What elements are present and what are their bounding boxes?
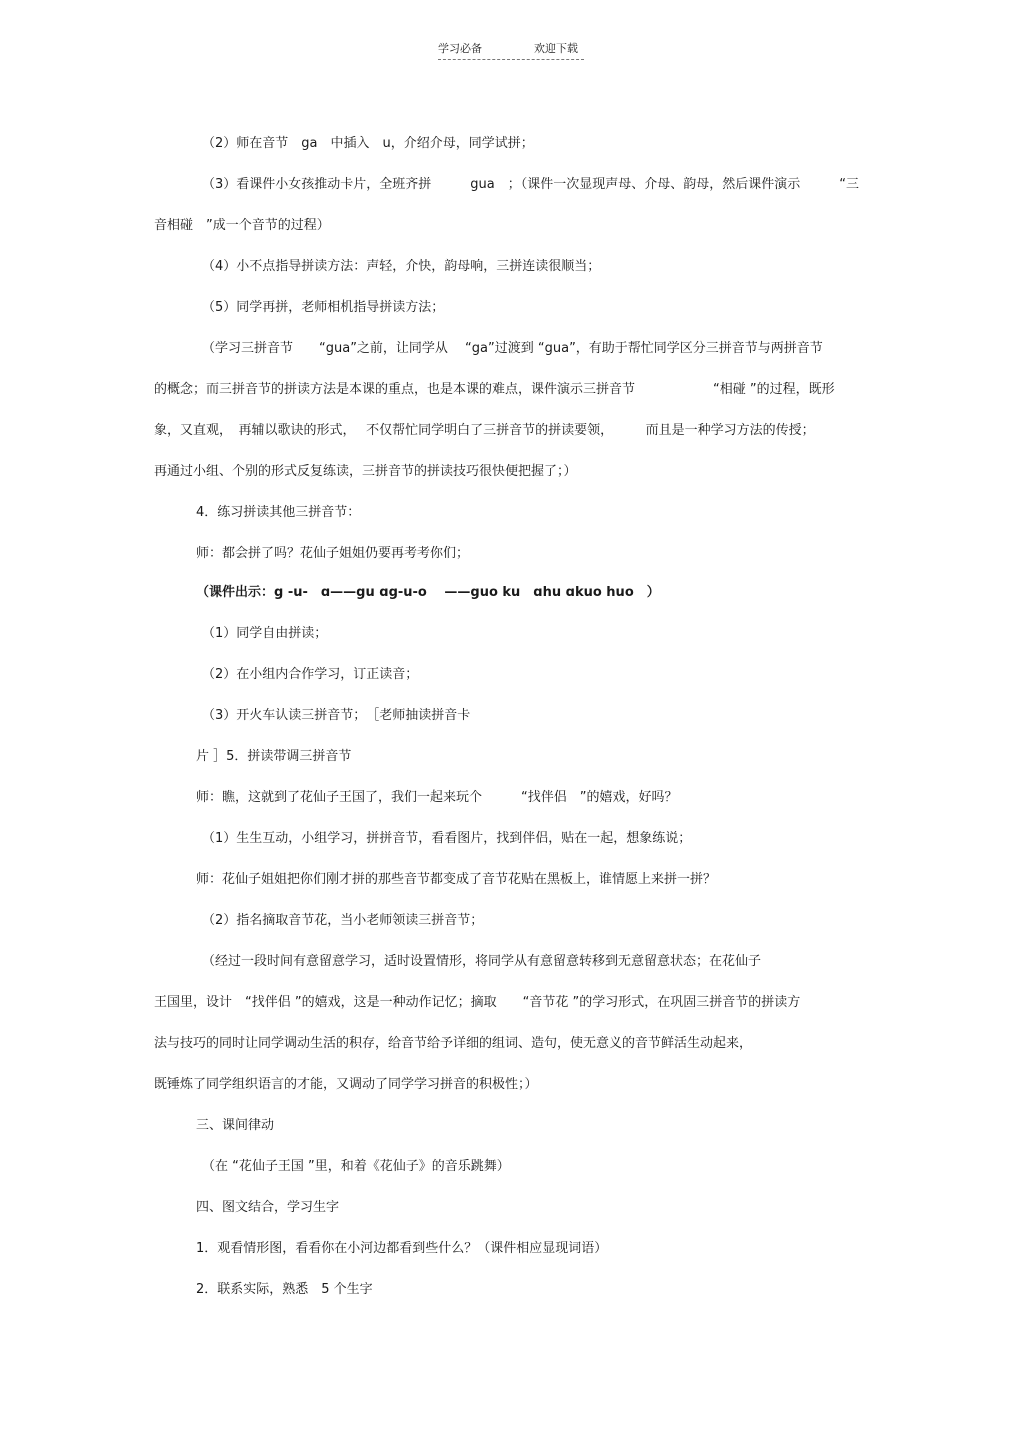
- paragraph-line: 师：都会拼了吗？花仙子姐姐仍要再考考你们；: [196, 546, 470, 561]
- paragraph-line: （学习三拼音节 “gua”之前，让同学从 “ga”过渡到 “gua”，有助于帮忙同学区分三拼音节与两拼音节: [202, 341, 823, 356]
- paragraph-line: （2）在小组内合作学习，订正读音；: [202, 667, 419, 682]
- paragraph-line: 1．观看情形图，看看你在小河边都看到些什么？（课件相应显现词语）: [196, 1241, 608, 1256]
- paragraph-line: （5）同学再拼，老师相机指导拼读方法；: [202, 300, 445, 315]
- header-rule: [438, 59, 584, 60]
- paragraph-line: （课件出示：g -u- ɑ——gu ɑg-u-o ——guo ku ɑhu ɑkuo huo ）: [196, 585, 660, 600]
- paragraph-line: 的概念；而三拼音节的拼读方法是本课的重点，也是本课的难点，课件演示三拼音节 “相碰 ”的过程，既形: [154, 382, 835, 397]
- paragraph-line: （2）指名摘取音节花，当小老师领读三拼音节；: [202, 913, 484, 928]
- paragraph-line: 4．练习拼读其他三拼音节：: [196, 505, 361, 520]
- paragraph-line: 片 ］5．拼读带调三拼音节: [196, 749, 352, 764]
- paragraph-line: 师：瞧，这就到了花仙子王国了，我们一起来玩个 “找伴侣 ”的嬉戏，好吗？: [196, 790, 678, 805]
- paragraph-line: 2．联系实际，熟悉 5 个生字: [196, 1282, 373, 1297]
- paragraph-line: 师：花仙子姐姐把你们刚才拼的那些音节都变成了音节花贴在黑板上，谁情愿上来拼一拼？: [196, 872, 717, 887]
- paragraph-line: （2）师在音节 ga 中插入 u，介绍介母，同学试拼；: [202, 136, 534, 151]
- paragraph-line: 王国里，设计 “找伴侣 ”的嬉戏，这是一种动作记忆；摘取 “音节花 ”的学习形式，在巩固三拼音节的拼读方: [154, 995, 801, 1010]
- section-heading: 四、图文结合，学习生字: [196, 1200, 340, 1215]
- paragraph-line: 再通过小组、个别的形式反复练读，三拼音节的拼读技巧很快便把握了；）: [154, 464, 577, 479]
- paragraph-line: 音相碰 ”成一个音节的过程）: [154, 218, 330, 233]
- header-left-text: 学习必备: [438, 42, 482, 55]
- paragraph-line: （3）开火车认读三拼音节； ［老师抽读拼音卡: [202, 708, 471, 723]
- paragraph-line: （经过一段时间有意留意学习，适时设置情形，将同学从有意留意转移到无意留意状态；在花仙子: [202, 954, 762, 969]
- paragraph-line: 既锤炼了同学组织语言的才能，又调动了同学学习拼音的积极性；）: [154, 1077, 538, 1092]
- paragraph-line: （4）小不点指导拼读方法：声轻，介快，韵母响，三拼连读很顺当；: [202, 259, 601, 274]
- paragraph-line: 法与技巧的同时让同学调动生活的积存，给音节给予详细的组词、造句，使无意义的音节鲜活生动起来，: [154, 1036, 753, 1051]
- paragraph-line: 象，又直观， 再辅以歌诀的形式， 不仅帮忙同学明白了三拼音节的拼读要领， 而且是一种学习方法的传授；: [154, 423, 815, 438]
- header-right-text: 欢迎下载: [534, 42, 578, 55]
- paragraph-line: （1）生生互动，小组学习，拼拼音节，看看图片，找到伴侣，贴在一起，想象练说；: [202, 831, 692, 846]
- paragraph-line: （在 “花仙子王国 ”里，和着《花仙子》的音乐跳舞）: [202, 1159, 510, 1174]
- section-heading: 三、课间律动: [196, 1118, 275, 1133]
- paragraph-line: （1）同学自由拼读；: [202, 626, 328, 641]
- paragraph-line: （3）看课件小女孩推动卡片，全班齐拼 gua ；（课件一次显现声母、介母、韵母，然后课件演示 “三: [202, 177, 859, 192]
